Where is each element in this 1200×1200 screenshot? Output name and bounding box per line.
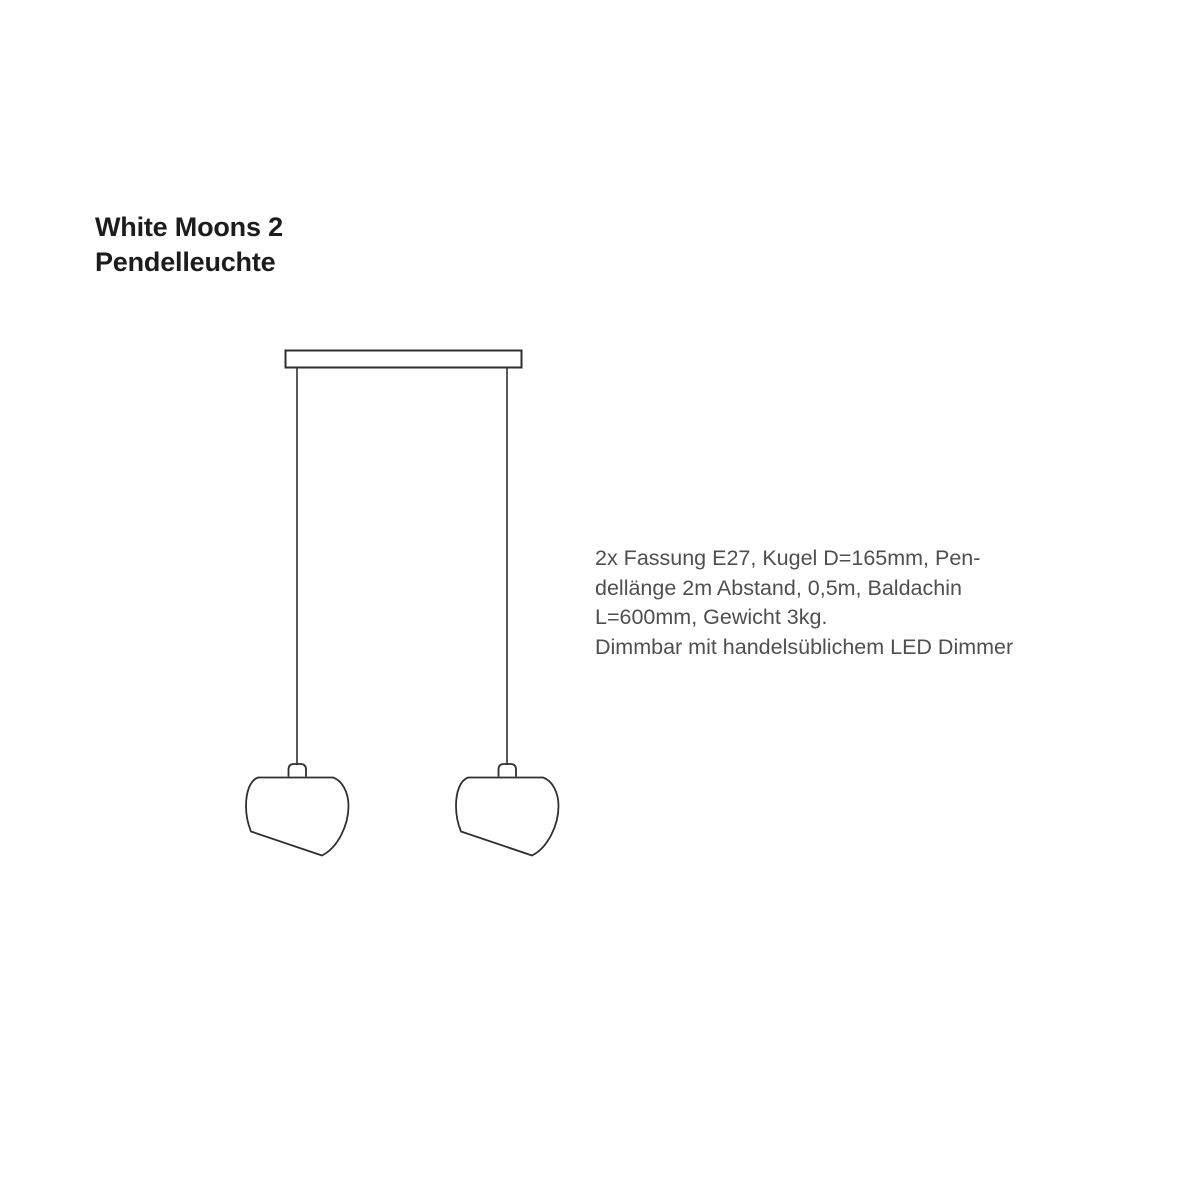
- pendant-lamp-left: [246, 368, 349, 856]
- pendant-lamp-right: [456, 368, 559, 856]
- spec-line: L=600mm, Gewicht 3kg.: [595, 605, 828, 629]
- spec-line: dellänge 2m Abstand, 0,5m, Baldachin: [595, 575, 962, 600]
- product-name: White Moons 2: [95, 212, 283, 242]
- spec-line: 2x Fassung E27, Kugel D=165mm, Pen-: [595, 546, 981, 570]
- ceiling-canopy: [286, 351, 522, 368]
- product-specifications: [595, 544, 1013, 662]
- spec-line: Dimmbar mit handelsüblichem LED Dimmer: [595, 634, 1014, 659]
- product-type: Pendelleuchte: [95, 247, 276, 277]
